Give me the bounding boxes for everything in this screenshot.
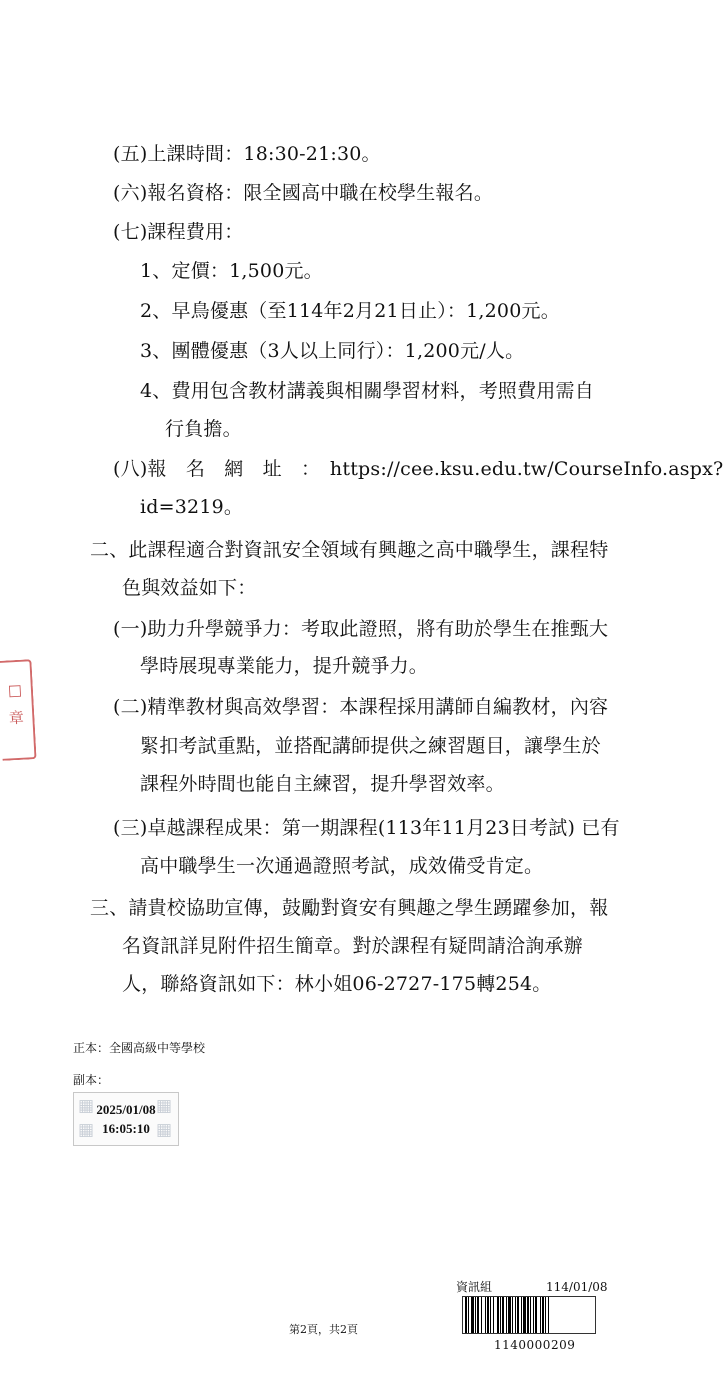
section-3: 三、請貴校協助宣傳，鼓勵對資安有興趣之學生踴躍參加，報 [90,897,609,919]
section-3-cont-2: 人，聯絡資訊如下：林小姐06-2727-175轉254。 [122,973,552,995]
item-class-time: (五)上課時間：18:30-21:30。 [113,143,381,165]
item-eligibility: (六)報名資格：限全國高中職在校學生報名。 [113,182,494,204]
watermark-glyph: ▦ [78,1120,95,1140]
item-fees-heading: (七)課程費用： [113,221,244,243]
seal-char-1: □ [7,680,23,700]
fee-item-4: 4、費用包含教材講義與相關學習材料，考照費用需自 [140,380,594,402]
benefit-2-cont-2: 課程外時間也能自主練習，提升學習效率。 [140,773,505,795]
fee-item-2: 2、早鳥優惠（至114年2月21日止）：1,200元。 [140,300,560,322]
fee-item-3: 3、團體優惠（3人以上同行）：1,200元/人。 [140,340,525,362]
stamp-time: 16:05:10 [102,1121,150,1136]
watermark-glyph: ▦ [156,1096,173,1116]
document-barcode [462,1296,596,1334]
item-registration-url: (八)報 名 網 址 ： https://cee.ksu.edu.tw/CourseInfo.aspx? [113,458,723,480]
red-seal [0,659,37,761]
benefit-2: (二)精準教材與高效學習：本課程採用講師自編教材，內容 [113,696,609,718]
recipient-copy: 副本： [73,1073,110,1087]
document-number: 1140000209 [494,1338,576,1352]
item-registration-url-cont: id=3219。 [140,496,244,518]
watermark-glyph: ▦ [156,1120,173,1140]
page-number: 第2頁，共2頁 [289,1323,358,1336]
benefit-2-cont-1: 緊扣考試重點，並搭配講師提供之練習題目，讓學生於 [140,735,601,757]
stamp-date: 2025/01/08 [96,1102,156,1117]
section-2-cont: 色與效益如下： [122,577,257,599]
recipient-main: 正本：全國高級中等學校 [73,1041,206,1055]
issuing-unit: 資訊組 [456,1280,493,1294]
document-date: 114/01/08 [546,1280,608,1294]
electronic-timestamp [73,1092,179,1146]
benefit-3: (三)卓越課程成果：第一期課程(113年11月23日考試) 已有 [113,817,620,839]
fee-item-1: 1、定價：1,500元。 [140,260,323,282]
benefit-3-cont: 高中職學生一次通過證照考試，成效備受肯定。 [140,855,544,877]
benefit-1-cont: 學時展現專業能力，提升競爭力。 [140,655,429,677]
watermark-glyph: ▦ [78,1096,95,1116]
fee-item-4-cont: 行負擔。 [165,418,242,440]
seal-char-2: 章 [8,708,25,728]
section-2: 二、此課程適合對資訊安全領域有興趣之高中職學生，課程特 [90,539,609,561]
section-3-cont-1: 名資訊詳見附件招生簡章。對於課程有疑問請洽詢承辦 [122,935,583,957]
benefit-1: (一)助力升學競爭力：考取此證照，將有助於學生在推甄大 [113,618,609,640]
